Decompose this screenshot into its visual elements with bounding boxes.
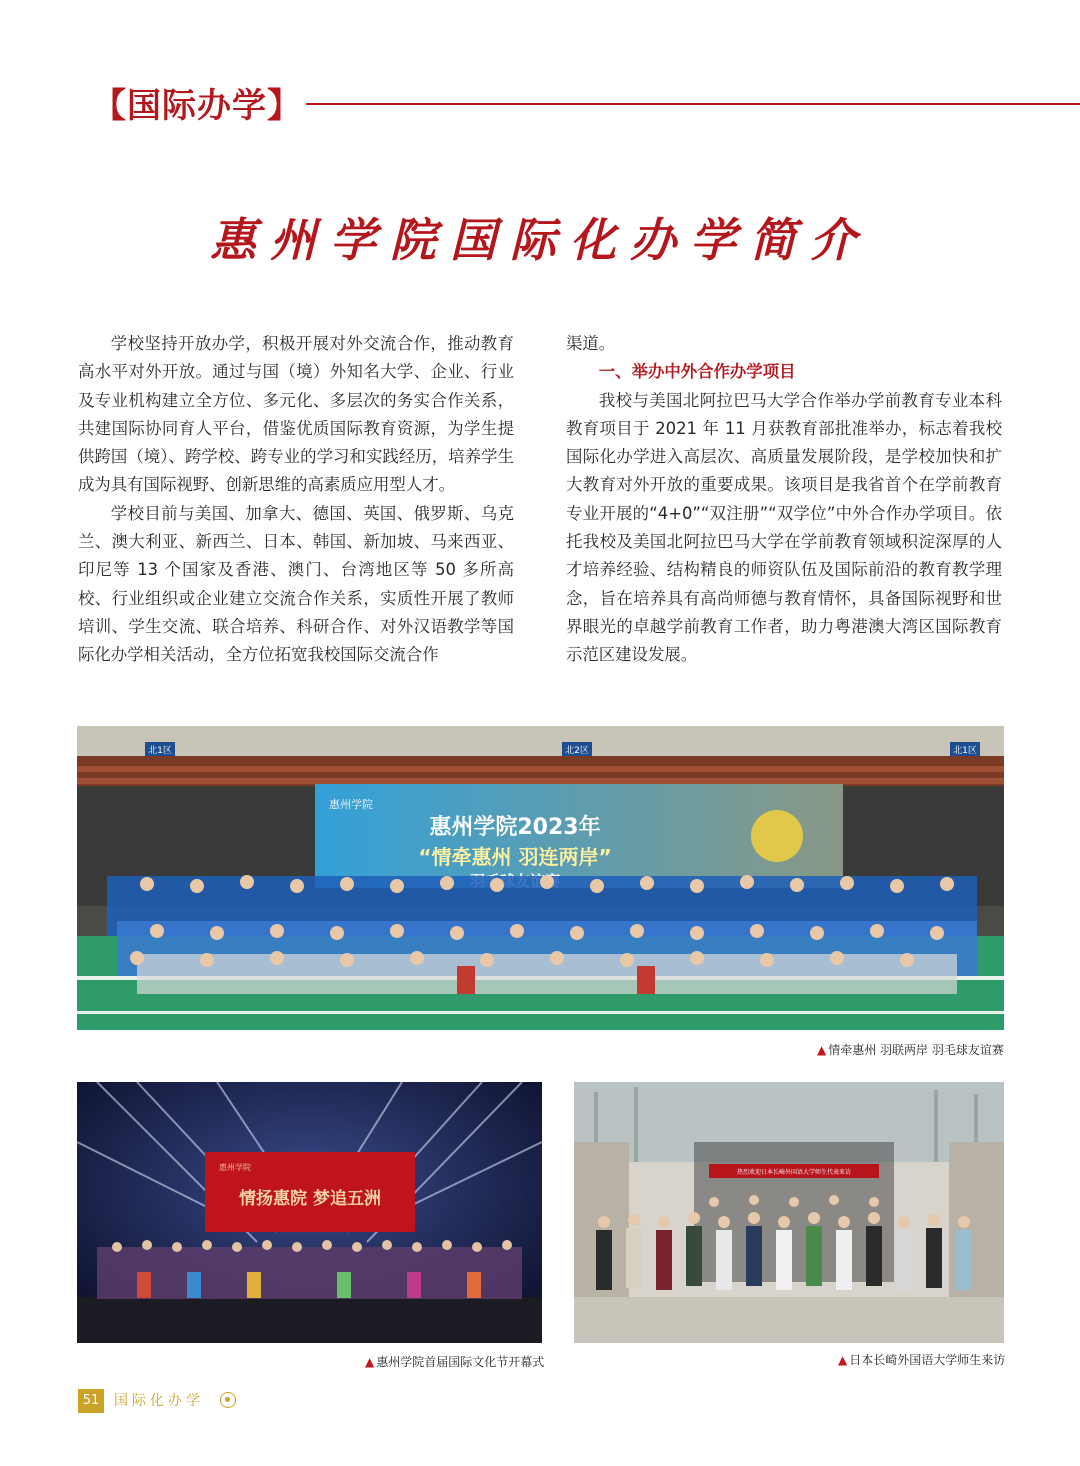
caption-triangle-icon: ▲	[365, 1355, 375, 1369]
badminton-photo	[77, 726, 1004, 1030]
players-group	[107, 875, 977, 994]
subheading: 一、举办中外合作办学项目	[598, 362, 796, 382]
screen-text: 情扬惠院 梦追五洲	[239, 1189, 381, 1209]
page-number: 51	[78, 1389, 104, 1413]
nagasaki-visit-photo	[574, 1082, 1004, 1343]
zone-sign-3: 北1区	[953, 746, 977, 756]
program-paragraph: 我校与美国北阿拉巴马大学合作举办学前教育专业本科教育项目于 2021 年 11 月获教育部批准举办，标志着我校国际化办学进入高层次、高质量发展阶段，是学校加快和扩大教育对外开放的重要成果。该项目是我省首个在学前教育专业开展的“4+0”“双注册”“双学位”中外合作办学项目。依托我校及美国北阿拉巴马大学在学前教育领域积淀深厚的人才培养经验、结构精良的师资队伍及国际前沿的教育教学理念，旨在培养具有高尚师德与教育情怀，具备国际视野和世界眼光的卓越学前教育工作者，助力粤港澳大湾区国际教育示范区建设发展。	[566, 390, 1002, 665]
culture-festival-caption-text: 惠州学院首届国际文化节开幕式	[376, 1355, 545, 1369]
culture-festival-photo	[77, 1082, 542, 1343]
welcome-banner: 热烈欢迎日本长崎外国语大学师生代表来访	[736, 1169, 852, 1176]
zone-sign-1: 北1区	[148, 746, 172, 756]
caption-triangle-icon: ▲	[817, 1043, 827, 1057]
screen-logo: 惠州学院	[219, 1163, 251, 1172]
culture-festival-caption	[365, 1353, 544, 1370]
partners-paragraph: 学校目前与美国、加拿大、德国、英国、俄罗斯、乌克兰、澳大利亚、新西兰、日本、韩国、新加坡、马来西亚、印尼等 13 个国家及香港、澳门、台湾地区等 50 多所高校、行业组织或企业建立交流合作关系，实质性开展了教师培训、学生交流、联合培养、科研合作、对外汉语教学等国际化办学相关活动，全方位拓宽我校国际交流合作	[78, 503, 514, 665]
badminton-caption-text: 情牵惠州 羽联两岸 羽毛球友谊赛	[828, 1043, 1004, 1057]
banner-logo: 惠州学院	[329, 798, 373, 811]
banner-line-2: “情牵惠州 羽连两岸”	[418, 845, 612, 869]
footer-circle-icon	[220, 1392, 236, 1408]
stage-crowd	[97, 1240, 522, 1299]
zone-sign-2: 北2区	[565, 746, 589, 756]
page-title: 惠州学院国际化办学简介	[210, 213, 870, 267]
left-column	[78, 330, 514, 670]
caption-triangle-icon: ▲	[838, 1353, 848, 1367]
footer-section-label: 国际化办学	[114, 1393, 204, 1409]
right-column	[566, 330, 1002, 670]
intro-paragraph: 学校坚持开放办学，积极开展对外交流合作，推动教育高水平对外开放。通过与国（境）外知名大学、企业、行业及专业机构建立全方位、多元化、多层次的务实合作关系，共建国际协同育人平台，借鉴优质国际教育资源，为学生提供跨国（境）、跨学校、跨专业的学习和实践经历，培养学生成为具有国际视野、创新思维的高素质应用型人才。	[78, 334, 514, 495]
section-divider	[306, 103, 1080, 105]
nagasaki-visit-caption	[838, 1351, 1005, 1368]
nagasaki-visit-caption-text: 日本长崎外国语大学师生来访	[849, 1353, 1006, 1367]
continuation-text: 渠道。	[566, 334, 616, 353]
section-tag: 【国际办学】	[92, 86, 302, 126]
badminton-caption	[817, 1041, 1004, 1058]
banner-line-1: 惠州学院2023年	[429, 815, 601, 840]
